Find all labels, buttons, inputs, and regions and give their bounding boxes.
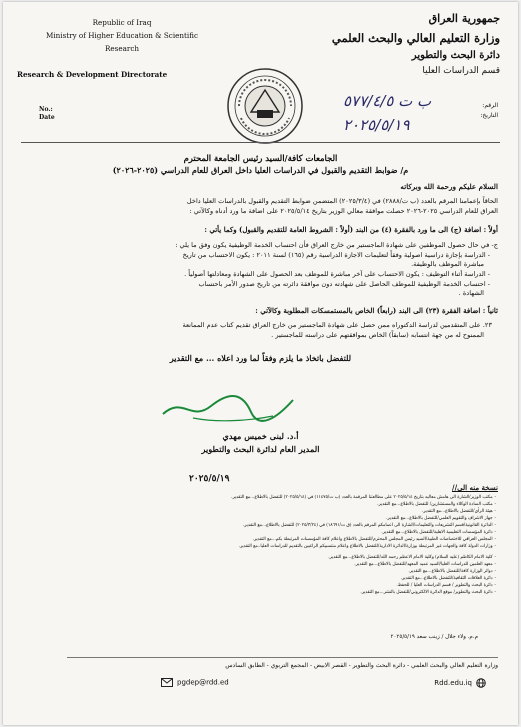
section-2-line-1: ٢٣. على المتقدمين لدراسة الدكتوراه ممن حصل على شهادة الماجستير من خارج العراق تقديم كتاب عدم الممانعة [182,321,492,329]
addressee: الجامعات كافة/السيد رئيس الجامعة المحترم [183,153,338,163]
ministry-name: Ministry of Higher Education & Scientific [45,31,199,40]
department-name-ar: قسم الدراسات العليا [422,66,500,76]
paragraph-1-line-1: الحاقاً بإعمامنا المرقم بالعدد (ب ت/٢٨٨٨) في (٢٠٢٥/٣/٤) المتضمن ضوابط التقديم والقبول بالدراسات العليا داخل [186,197,498,205]
ministry-name-ar: وزارة التعليم العالي والبحث العلمي [331,31,500,45]
copy-item: - دوائر الوزارة كافة/للتفضل بالاطلاع...مع التقدير. [408,569,496,575]
letter-page [3,2,518,725]
paragraph-1-line-2: العراق للعام الدراسي ٢٠٢٥-٢٠٢٦ حصلت موافقة معالي الوزير بتاريخ ٢٠٢٥/٥/١٤ على اضافة ما ورد أدناه وكالآتي : [189,207,498,215]
closing-line: للتفضل باتخاذ ما يلزم وفقاً لما ورد اعلاه ... مع التقدير [169,353,352,363]
copy-item: - دائرة العلاقات الثقافية/للتفضل بالاطلاع...مع التقدير. [401,576,496,582]
signatory-name: أ.د. لبنى خميس مهدي [222,431,299,441]
english-ref-labels [39,106,55,122]
letter-footer [67,657,498,688]
section-1-heading: أولاً : اضافة (ج) الى ما ورد بالفقرة (٤) من البند (أولاً : الشروط العامة للتقديم والقبول) وكما يأتي : [204,225,498,234]
copy-item: - دائرة المؤسسات التعليمية الاهلية/للتفضل بالاطلاع...مع التقدير. [381,530,496,536]
english-letterhead [17,16,227,79]
website-address: Rdd.edu.iq [434,679,472,687]
date-label-en: Date [39,114,55,121]
ministry-name-cont: Research [105,44,139,53]
copy-item: - دائرة البحث والتطوير / قسم الدراسات العليا / للحفظ. [396,583,496,589]
globe-icon [476,678,486,688]
copy-item: - المجلس العراقي للاختصاصات الطبية/السيد رئيس المجلس المحترم/للتفضل بالاطلاع واعلام كافة المؤسسات المرتبطة بكم...مع التقدير. [253,537,496,543]
ref-label-ar: الرقم: [482,102,498,109]
signatory-title: المدير العام لدائرة البحث والتطوير [201,444,320,454]
copy-item: - معهد العلمين للدراسات العليا/السيد عميد المعهد/للتفضل بالاطلاع...مع التقدير. [354,562,496,568]
ministry-seal-icon [225,66,305,146]
country-name: Republic of Iraq [92,18,152,27]
footer-email [157,678,229,687]
section-1-line-4: - الدراسة أثناء التوظيف : يكون الاحتساب على آخر مباشرة للموظف بعد الحصول على الشهادة ومعادلتها أصولياً . [184,270,490,278]
section-2-heading: ثانياً : اضافة الفقرة (٢٣) الى البند (رابعاً) الخاص بالمستمسكات المطلوبة وكالآتي : [255,306,498,315]
copy-item: - مكتب السادة الوكلاء والمستشارين/ للتفضل بالاطلاع...مع التقدير. [377,502,496,508]
section-1-line-2: - الدراسة بإجازة دراسية اصولية وفقاً لتعليمات الاجازة الدراسية رقم (١٦٥) لسنة ٢٠١١ : يكون الاحتساب من تاريخ [182,251,490,259]
arabic-letterhead [300,10,500,78]
section-1-line-3: مباشرة الموظف بالوظيفة. [411,260,484,268]
email-address: pgdep@rdd.ed [177,678,229,687]
ref-number-handwritten: ب ت ٥٧٧/٤/٥ [343,92,432,110]
country-name-ar: جمهورية العراق [428,12,500,25]
section-2-line-2: الممنوح له من جهة انتسابه (سابقاً) الخاص بموافقتهم على دراسته للماجستير . [271,331,484,339]
copy-item: - وزارات الدولة كافة والجهات غير المرتبطة بوزارة/الدائرة الادارية/للتفضل بالاطلاع واعلام منتسبيكم الراغبين بالتقديم للدراسات العليا..مع التقدير. [239,544,496,550]
copy-item: - كلية الامام الكاظم (عليه السلام) وكلية الامام الاعظم رحمه الله/للتفضل بالاطلاع...مع التقدير. [328,555,496,561]
header-divider [21,142,500,143]
date-handwritten: ٢٠٢٥/٥/١٩ [343,116,410,134]
copy-item: - مكتب الوزير/الشارة الى هامش معاليه بتاريخ ٢٠٢٥/٥/١٤ على مطالعتنا المرقمة بالعدد (ب ت/١١٤٧٥) في (٢٠٢٥/٥/١٤) للتفضل بالاطلاع...مع التقدير. [231,495,496,501]
copy-item: - دائرة البحث والتطوير/ موقع الدائرة الالكتروني/للتفضل بالنشر...مع التقدير. [360,590,496,596]
copy-item: - هيئة الرأي/للتفضل بالاطلاع...مع التقدير. [422,509,496,515]
letter-subject: م/ ضوابط التقديم والقبول في الدراسات العليا داخل العراق للعام الدراسي (٢٠٢٥-٢٠٢٦) [112,165,409,175]
copies-label: نسخة منه الى// [452,483,498,492]
section-1-line-6: الشهادة . [458,289,484,297]
greeting: السلام عليكم ورحمة الله وبركاته [400,182,498,191]
footer-website [434,678,490,688]
envelope-icon [161,678,173,687]
signature-date: ٢٠٢٥/٥/١٩ [189,474,230,484]
handwritten-signature-icon [153,388,303,428]
section-1-line-1: ج- في حال حصول الموظفين على شهادة الماجستير من خارج العراق فأن احتساب الخدمة الوظيفية يكون وفق ما يلي : [175,241,498,249]
directorate-name-ar: دائرة البحث والتطوير [411,50,500,61]
prepared-by: م.م. ولاء جلال / زينب سعد ٢٠٢٥/٥/١٩ [390,634,478,640]
copy-item: - جهاز الاشراف والتقويم العلمي/للتفضل بالاطلاع...مع التقدير. [386,516,496,522]
no-label: No.: [39,106,53,113]
section-1-line-5: - احتساب الخدمة الوظيفية للموظف الحاصل على شهادته دون موافقة دائرته من تاريخ صدور الأمر باحتساب [198,280,490,288]
date-label-ar: التاريخ: [480,112,498,119]
footer-address: وزارة التعليم العالي والبحث العلمي - دائرة البحث والتطوير - القصر الابيض - المجمع التربوي - الطابق السادس [225,662,498,669]
copy-item: - الدائرة القانونية/قسم التشريعات والتعليمات/الشارة الى اعمامكم المرقم بالعدد (ق ت/١٨٦٩١) في (٢٠٢٥/٣/٢٤) للتفضل بالاطلاع...مع التقدير. [243,523,496,529]
directorate-name: Research & Development Directorate [17,70,168,79]
